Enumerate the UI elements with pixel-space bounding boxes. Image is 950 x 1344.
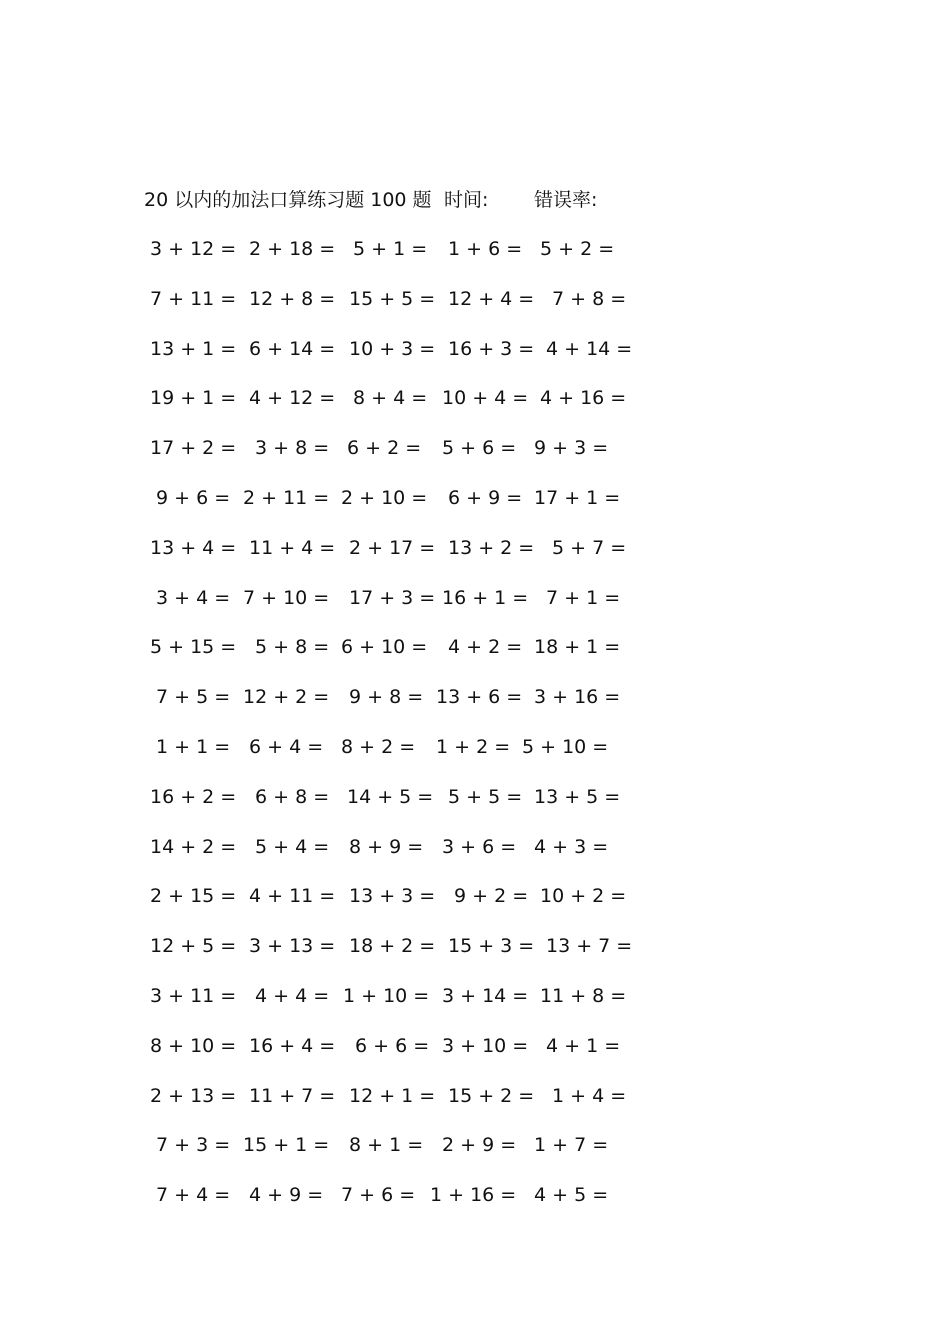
problem-cell: 3 + 13 = — [249, 935, 336, 958]
problem-cell: 3 + 10 = — [442, 1034, 529, 1057]
problem-cell: 11 + 8 = — [540, 984, 627, 1007]
problem-cell: 5 + 10 = — [522, 735, 609, 758]
problem-cell: 10 + 4 = — [442, 387, 529, 410]
problem-cell: 12 + 8 = — [249, 287, 336, 310]
problem-cell: 5 + 7 = — [552, 536, 627, 559]
problem-cell: 4 + 11 = — [249, 885, 336, 908]
problem-cell: 4 + 12 = — [249, 387, 336, 410]
problem-cell: 7 + 6 = — [341, 1184, 416, 1207]
problem-cell: 7 + 8 = — [552, 287, 627, 310]
problem-cell: 3 + 4 = — [156, 586, 231, 609]
problem-cell: 13 + 1 = — [150, 337, 237, 360]
problem-cell: 13 + 6 = — [436, 686, 523, 709]
problem-cell: 2 + 11 = — [243, 486, 330, 509]
problem-cell: 14 + 5 = — [347, 785, 434, 808]
problem-cell: 7 + 4 = — [156, 1184, 231, 1207]
problem-cell: 1 + 4 = — [552, 1084, 627, 1107]
problem-cell: 6 + 2 = — [347, 437, 422, 460]
problem-cell: 19 + 1 = — [150, 387, 237, 410]
problem-cell: 12 + 4 = — [448, 287, 535, 310]
problem-cell: 10 + 3 = — [349, 337, 436, 360]
problem-cell: 16 + 2 = — [150, 785, 237, 808]
problem-cell: 13 + 2 = — [448, 536, 535, 559]
time-label: 时间: — [444, 189, 489, 211]
problem-cell: 4 + 9 = — [249, 1184, 324, 1207]
problem-cell: 2 + 15 = — [150, 885, 237, 908]
worksheet-header — [144, 186, 664, 214]
problem-cell: 7 + 11 = — [150, 287, 237, 310]
problem-cell: 1 + 16 = — [430, 1184, 517, 1207]
problem-cell: 1 + 1 = — [156, 735, 231, 758]
problem-cell: 6 + 9 = — [448, 486, 523, 509]
problem-cell: 6 + 8 = — [255, 785, 330, 808]
problem-cell: 6 + 6 = — [355, 1034, 430, 1057]
problem-cell: 1 + 7 = — [534, 1134, 609, 1157]
problem-cell: 12 + 2 = — [243, 686, 330, 709]
problem-cell: 5 + 4 = — [255, 835, 330, 858]
problem-cell: 9 + 6 = — [156, 486, 231, 509]
problem-cell: 11 + 7 = — [249, 1084, 336, 1107]
problem-cell: 18 + 2 = — [349, 935, 436, 958]
problem-cell: 15 + 1 = — [243, 1134, 330, 1157]
error-rate-label: 错误率: — [534, 189, 598, 211]
problem-cell: 8 + 2 = — [341, 735, 416, 758]
problem-cell: 13 + 3 = — [349, 885, 436, 908]
problem-cell: 17 + 3 = — [349, 586, 436, 609]
problem-cell: 4 + 3 = — [534, 835, 609, 858]
problem-cell: 2 + 10 = — [341, 486, 428, 509]
problem-cell: 9 + 3 = — [534, 437, 609, 460]
problem-cell: 5 + 5 = — [448, 785, 523, 808]
problem-cell: 13 + 4 = — [150, 536, 237, 559]
problem-cell: 6 + 4 = — [249, 735, 324, 758]
problem-cell: 12 + 5 = — [150, 935, 237, 958]
problem-cell: 7 + 1 = — [546, 586, 621, 609]
problem-cell: 4 + 1 = — [546, 1034, 621, 1057]
problem-cell: 13 + 7 = — [546, 935, 633, 958]
problem-cell: 1 + 2 = — [436, 735, 511, 758]
problem-cell: 2 + 9 = — [442, 1134, 517, 1157]
problem-cell: 11 + 4 = — [249, 536, 336, 559]
problem-cell: 3 + 8 = — [255, 437, 330, 460]
problem-cell: 16 + 1 = — [442, 586, 529, 609]
problem-cell: 4 + 2 = — [448, 636, 523, 659]
problem-cell: 1 + 6 = — [448, 238, 523, 260]
problem-cell: 12 + 1 = — [349, 1084, 436, 1107]
problem-cell: 15 + 2 = — [448, 1084, 535, 1107]
problem-cell: 5 + 8 = — [255, 636, 330, 659]
problem-cell: 5 + 2 = — [540, 238, 615, 260]
problem-cell: 8 + 10 = — [150, 1034, 237, 1057]
problem-cell: 16 + 4 = — [249, 1034, 336, 1057]
problem-cell: 4 + 16 = — [540, 387, 627, 410]
problem-cell: 5 + 15 = — [150, 636, 237, 659]
problem-cell: 6 + 10 = — [341, 636, 428, 659]
problem-cell: 3 + 16 = — [534, 686, 621, 709]
problem-cell: 1 + 10 = — [343, 984, 430, 1007]
problem-cell: 4 + 5 = — [534, 1184, 609, 1207]
problem-cell: 14 + 2 = — [150, 835, 237, 858]
problem-cell: 9 + 2 = — [454, 885, 529, 908]
problem-cell: 3 + 12 = — [150, 238, 237, 260]
problem-cell: 6 + 14 = — [249, 337, 336, 360]
problem-cell: 9 + 8 = — [349, 686, 424, 709]
worksheet-title: 20 以内的加法口算练习题 100 题 — [144, 189, 432, 211]
problem-cell: 5 + 1 = — [353, 238, 428, 260]
problem-cell: 17 + 2 = — [150, 437, 237, 460]
problem-cell: 7 + 5 = — [156, 686, 231, 709]
problem-cell: 3 + 11 = — [150, 984, 237, 1007]
problem-cell: 3 + 6 = — [442, 835, 517, 858]
problem-cell: 4 + 4 = — [255, 984, 330, 1007]
problem-cell: 5 + 6 = — [442, 437, 517, 460]
problem-cell: 7 + 3 = — [156, 1134, 231, 1157]
problem-cell: 4 + 14 = — [546, 337, 633, 360]
problem-cell: 15 + 3 = — [448, 935, 535, 958]
problem-cell: 2 + 18 = — [249, 238, 336, 260]
problem-cell: 2 + 17 = — [349, 536, 436, 559]
problem-cell: 17 + 1 = — [534, 486, 621, 509]
problem-cell: 3 + 14 = — [442, 984, 529, 1007]
problem-cell: 8 + 4 = — [353, 387, 428, 410]
problem-cell: 16 + 3 = — [448, 337, 535, 360]
problem-cell: 10 + 2 = — [540, 885, 627, 908]
problem-cell: 7 + 10 = — [243, 586, 330, 609]
problem-cell: 18 + 1 = — [534, 636, 621, 659]
problem-cell: 13 + 5 = — [534, 785, 621, 808]
problem-cell: 15 + 5 = — [349, 287, 436, 310]
problem-cell: 8 + 1 = — [349, 1134, 424, 1157]
problem-cell: 8 + 9 = — [349, 835, 424, 858]
problem-cell: 2 + 13 = — [150, 1084, 237, 1107]
